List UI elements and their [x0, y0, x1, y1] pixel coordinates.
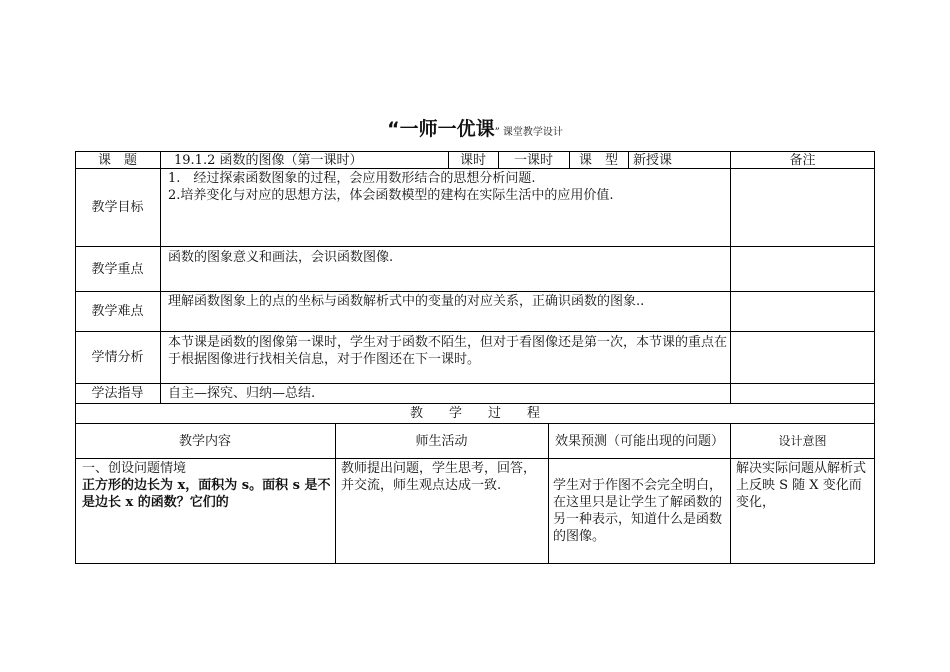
method-value: 自主—探究、归纳—总结.: [168, 386, 316, 401]
goals-item-1: 1. 经过探索函数图象的过程，会应用数形结合的思想分析问题.: [168, 171, 536, 186]
goals-label: 教学目标: [91, 200, 144, 215]
difficulty-value: 理解函数图象上的点的坐标与函数解析式中的变量的对应关系，正确识函数的图象..: [168, 294, 645, 309]
lesson-plan-table: [75, 151, 875, 564]
title-sub: ” 课堂教学设计: [494, 127, 563, 138]
type-value: 新授课: [633, 152, 673, 168]
process-heading: 教 学 过 程: [409, 406, 540, 421]
col-intent-header: 设计意图: [778, 433, 827, 448]
goals-item-2: 2.培养变化与对应的思想方法，体会函数模型的建构在实际生活中的应用价值.: [168, 188, 614, 203]
content-heading: 一、创设问题情境: [82, 461, 187, 476]
analysis-label: 学情分析: [91, 350, 144, 365]
intent-text: 解决实际问题从解析式上反映 S 随 X 变化而变化，: [736, 461, 867, 510]
col-effect-header: 效果预测（可能出现的问题）: [554, 433, 724, 449]
key-point-label: 教学重点: [91, 261, 144, 277]
content-question: 正方形的边长为 x，面积为 s。面积 s 是不是边长 x 的函数？它们的: [82, 478, 331, 510]
difficulty-label: 教学难点: [91, 304, 144, 319]
method-label: 学法指导: [91, 386, 144, 401]
title-main: “一师一优课: [387, 118, 495, 140]
topic-label: 课 题: [97, 152, 137, 168]
document-title: [0, 114, 950, 141]
effect-text: 学生对于作图不会完全明白，在这里只是让学生了解函数的另一种表示，知道什么是函数的图像。: [553, 478, 723, 544]
col-activity-header: 师生活动: [415, 433, 468, 449]
hours-value: 一课时: [513, 152, 553, 168]
col-content-header: 教学内容: [178, 433, 231, 449]
topic-value: 19.1.2 函数的图像（第一课时）: [174, 152, 363, 168]
analysis-value: 本节课是函数的图像第一课时，学生对于函数不陌生，但对于看图像还是第一次，本节课的重点在于根据图像进行找相关信息，对于作图还在下一课时。: [168, 335, 728, 367]
hours-label: 课时: [459, 152, 486, 168]
key-point-value: 函数的图象意义和画法，会识函数图像.: [168, 250, 394, 265]
type-label: 课 型: [578, 152, 618, 168]
remarks-label: 备注: [789, 152, 816, 168]
activity-text: 教师提出问题，学生思考，回答，并交流，师生观点达成一致.: [341, 461, 537, 493]
